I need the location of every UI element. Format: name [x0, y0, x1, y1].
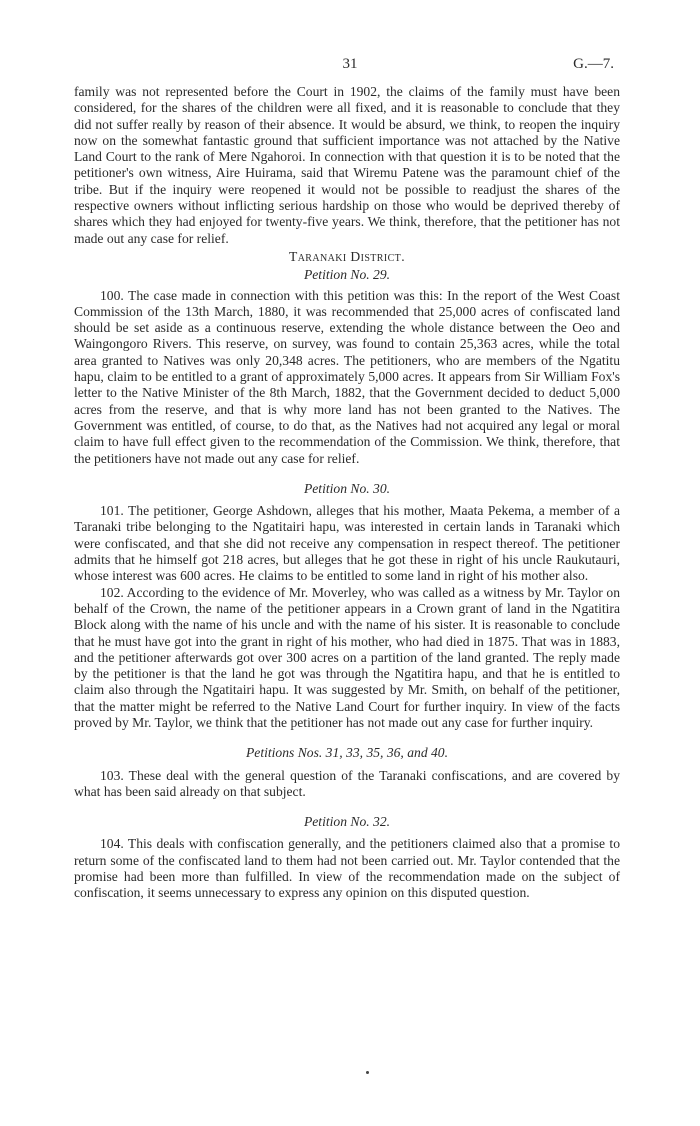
petition-29-heading: Petition No. 29. [303, 267, 391, 283]
paragraph-101: 101. The petitioner, George Ashdown, alleges that his mother, Maata Pekema, a member of a Taranaki tribe belonging to the Ngatitairi hapu, was interested in certain lands in Taranaki which were confiscated, and that she did not receive any compensation in respect thereof. The petitioner admits that he himself got 218 acres, but alleges that he got these in right of his uncle Raukutauri, whose interest was 600 acres. He claims to be entitled to some land in right of his mother also. [74, 503, 620, 584]
paragraph-103: 103. These deal with the general question of the Taranaki confiscations, and are covered by what has been said already on that subject. [74, 767, 620, 799]
paragraph-104: 104. This deals with confiscation generally, and the petitioners claimed also that a promise to return some of the confiscated land to them had not been carried out. Mr. Taylor contended that the promise had been more than fulfilled. In view of the recommendation made on the subject of confiscation, it seems unnecessary to express any opinion on this disputed question. [74, 836, 620, 901]
petition-32-heading: Petition No. 32. [303, 814, 391, 830]
petition-30-heading: Petition No. 30. [303, 480, 391, 496]
paragraph-continued: family was not represented before the Court in 1902, the claims of the family must have been considered, for the shares of the children were all fixed, and it is reasonable to conclude that they did not suffer really by reason of their absence. It would be absurd, we think, to reopen the inquiry now on the somewhat fantastic ground that sufficient importance was not attached by the Native Land Court to the rank of Mere Ngahoroi. In connection with that question it is to be noted that the petitioner's own witness, Aire Huirama, said that Wiremu Patene was the paramount chief of the tribe. But if the inquiry were reopened it would not be possible to readjust the shares of the respective owners without inflicting serious hardship on those who would be deprived thereby of shares which they had enjoyed for twenty-five years. We think, therefore, that the petitioner has not made out any case for relief. [74, 84, 620, 246]
footer-dot [366, 1071, 369, 1074]
district-heading: Taranaki District. [288, 248, 405, 264]
document-body [74, 84, 620, 902]
petitions-31-40-heading: Petitions Nos. 31, 33, 35, 36, and 40. [245, 745, 449, 761]
page-reference: G.—7. [573, 56, 614, 72]
paragraph-102: 102. According to the evidence of Mr. Moverley, who was called as a witness by Mr. Taylor on behalf of the Crown, the name of the petitioner appears in a Crown grant of land in the Ngatitira Block along with the name of his uncle and with the name of his sister. It is reasonable to conclude that he must have got into the grant in right of his mother, who had died in 1875. That was in 1883, and the petitioner afterwards got over 300 acres on a partition of the land granted. The reply made by the petitioner is that the land he got was through the Ngatitira hapu, and that he is entitled to claim also through the Ngatitairi hapu. It was suggested by Mr. Smith, on behalf of the petitioner, that the matter might be referred to the Native Land Court for further inquiry. In view of the facts proved by Mr. Taylor, we think that the petitioner has not made out any case for further inquiry. [74, 584, 620, 730]
page-number: 31 [342, 56, 358, 72]
paragraph-100: 100. The case made in connection with this petition was this: In the report of the West Coast Commission of the 13th March, 1880, it was recommended that 25,000 acres of confiscated land should be set aside as a continuous reserve, extending the whole distance between the Oeo and Waingongoro Rivers. This reserve, on survey, was found to contain 25,363 acres, while the total area granted to Natives was only 20,348 acres. The petitioners, who are members of the Ngatitu hapu, claim to be entitled to a grant of approximately 5,000 acres. It appears from Sir William Fox's letter to the Native Minister of the 8th March, 1882, that the Government decided to deduct 5,000 acres from the reserve, and that is why more land has not been granted to the Natives. The Government was entitled, of course, to do that, as the Natives had not acquired any legal or moral claim to have full effect given to the recommendation of the Commission. We think, therefore, that the petitioners have not made out any case for relief. [74, 287, 620, 466]
